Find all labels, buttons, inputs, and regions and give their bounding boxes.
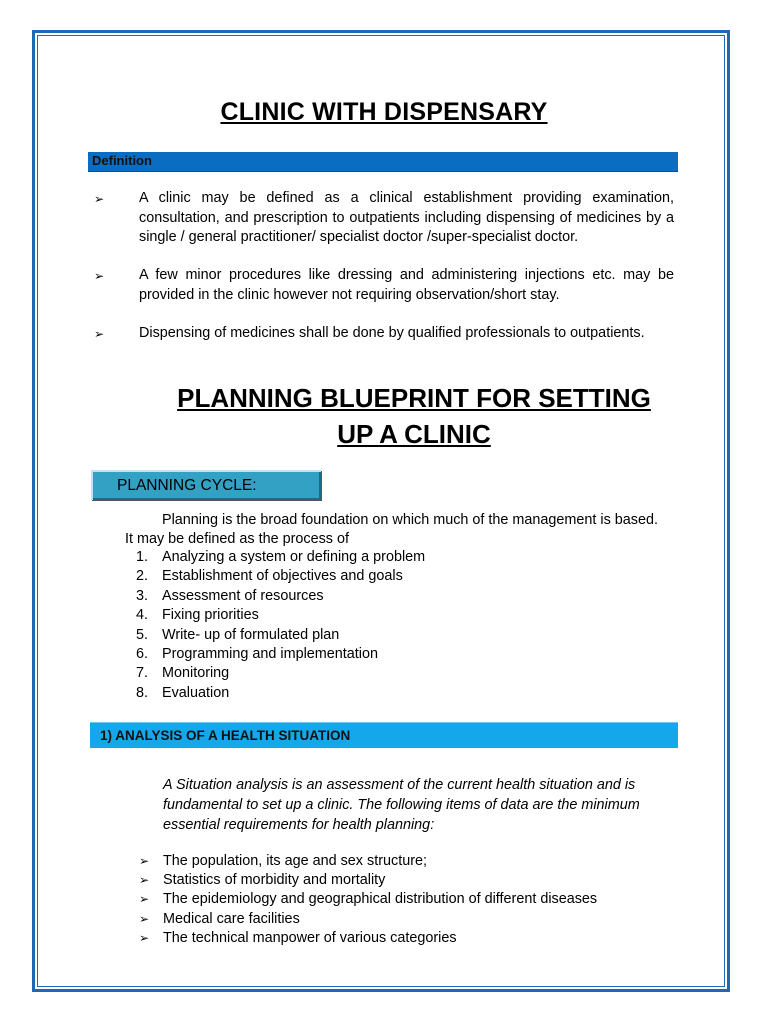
analysis-item-text: The population, its age and sex structure; — [163, 853, 427, 869]
analysis-item-text: Medical care facilities — [163, 910, 300, 927]
blueprint-heading — [120, 380, 708, 452]
page-title: CLINIC WITH DISPENSARY — [220, 98, 548, 126]
definition-bullet: A clinic may be defined as a clinical establishment providing examination, consultation, and prescription to outpatients including dispensing of medicines by a single / general practitioner/ specialist doctor /super-specialist doctor. — [139, 190, 674, 245]
list-item — [139, 871, 597, 890]
step-number: 6. — [136, 645, 149, 662]
analysis-item-text: The epidemiology and geographical distribution of different diseases — [163, 891, 598, 908]
planning-intro — [125, 511, 665, 549]
list-item — [136, 626, 425, 645]
analysis-paragraph: A Situation analysis is an assessment of the current health situation and is fundamental to set up a clinic. The following items of data are the minimum essential requirements for health planning: — [163, 777, 640, 833]
analysis-label: 1) ANALYSIS OF A HEALTH SITUATION — [100, 728, 351, 743]
planning-cycle-box — [91, 470, 321, 500]
bullet-arrow-icon: ➢ — [139, 911, 150, 926]
definition-bar — [88, 152, 678, 172]
blueprint-heading-line2: UP A CLINIC — [337, 419, 491, 449]
step-text: Evaluation — [162, 684, 230, 701]
planning-steps-list — [136, 548, 425, 703]
list-item — [136, 684, 425, 703]
step-number: 2. — [136, 568, 149, 585]
step-text: Assessment of resources — [162, 587, 324, 604]
definition-bullet: Dispensing of medicines shall be done by qualified professionals to outpatients. — [139, 325, 645, 341]
step-number: 7. — [136, 665, 149, 682]
step-text: Analyzing a system or defining a problem — [162, 549, 426, 565]
bullet-arrow-icon: ➢ — [94, 327, 105, 341]
step-text: Programming and implementation — [162, 645, 378, 662]
step-text: Monitoring — [162, 665, 230, 682]
step-number: 3. — [136, 587, 149, 604]
definition-bullet: A few minor procedures like dressing and administering injections etc. may be provided in the clinic however not requiring observation/short stay. — [139, 267, 674, 303]
bullet-arrow-icon: ➢ — [139, 892, 150, 907]
planning-cycle-label: PLANNING CYCLE: — [117, 477, 257, 494]
analysis-items-list — [139, 852, 597, 948]
list-item — [136, 606, 425, 625]
list-item — [136, 548, 425, 567]
step-number: 5. — [136, 626, 149, 643]
list-item — [139, 890, 597, 909]
list-item — [136, 587, 425, 606]
analysis-item-text: Statistics of morbidity and mortality — [163, 872, 386, 889]
planning-intro-text: Planning is the broad foundation on which much of the management is based. It may be defined as the process of — [125, 512, 658, 547]
list-item — [136, 567, 425, 586]
blueprint-heading-line1: PLANNING BLUEPRINT FOR SETTING — [177, 383, 651, 413]
list-item — [139, 852, 597, 871]
step-number: 1. — [136, 549, 149, 565]
list-item — [139, 929, 597, 948]
step-text: Write- up of formulated plan — [162, 626, 340, 643]
step-text: Fixing priorities — [162, 607, 259, 624]
bullet-arrow-icon: ➢ — [139, 873, 150, 888]
bullet-arrow-icon: ➢ — [139, 930, 150, 945]
bullet-arrow-icon: ➢ — [139, 854, 150, 868]
definition-label: Definition — [92, 153, 152, 168]
bullet-arrow-icon: ➢ — [94, 269, 105, 283]
step-text: Establishment of objectives and goals — [162, 568, 403, 585]
list-item — [139, 910, 597, 929]
list-item — [136, 645, 425, 664]
list-item — [136, 664, 425, 683]
analysis-item-text: The technical manpower of various categories — [163, 929, 457, 946]
step-number: 4. — [136, 607, 149, 624]
bullet-arrow-icon: ➢ — [94, 192, 105, 206]
step-number: 8. — [136, 684, 149, 701]
analysis-bar — [90, 722, 678, 748]
